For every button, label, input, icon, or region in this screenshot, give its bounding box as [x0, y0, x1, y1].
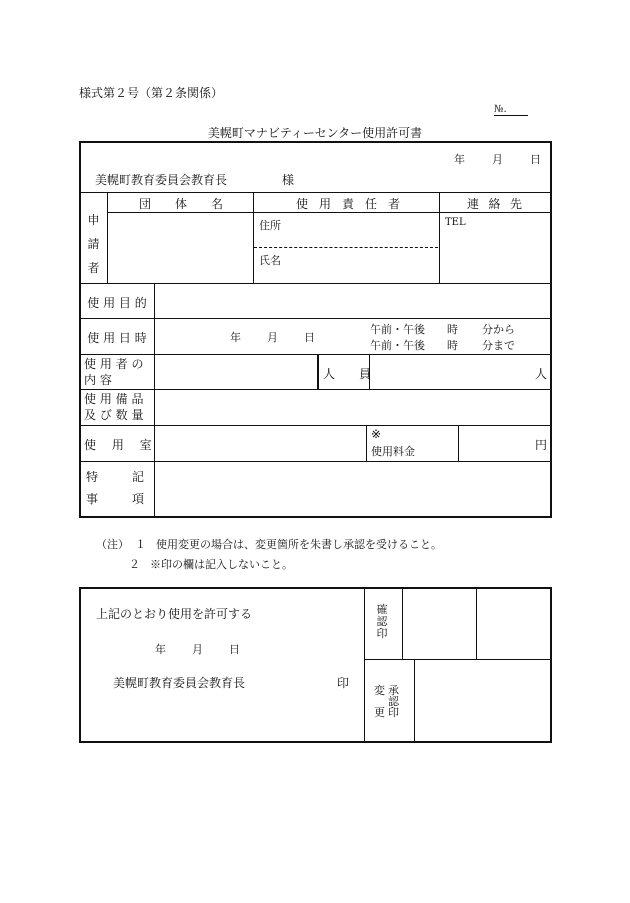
remarks-label: 特 記 事 項: [86, 470, 144, 506]
page-title: 美幌町マナビティーセンター使用許可書: [207, 126, 423, 140]
number-field: №.: [494, 104, 528, 116]
time-from: 午前・午後 時 分から: [370, 323, 515, 336]
room-label: 使 用 室: [84, 438, 152, 452]
addressee: 美幌町教育委員会教育長: [95, 173, 228, 187]
office-use-mark: ※: [371, 427, 382, 441]
approval-date: 年 月 日: [155, 643, 240, 656]
users-label: 使 用 者 の 内 容: [84, 357, 144, 387]
note-2: ２ ※印の欄は記入しないこと。: [129, 558, 293, 571]
confirm-seal-label: 確 認 印: [376, 603, 388, 640]
purpose-label: 使 用 目 的: [87, 296, 147, 310]
approval-statement: 上記のとおり使用を許可する: [96, 607, 253, 621]
address-label: 住所: [259, 219, 281, 232]
equipment-label: 使 用 備 品 及 び 数 量: [84, 392, 144, 422]
approval-signer: 美幌町教育委員会教育長: [113, 676, 246, 690]
date-line: 年 月 日: [454, 153, 541, 166]
time-to: 午前・午後 時 分まで: [370, 339, 515, 352]
name-label: 氏名: [259, 254, 281, 267]
datetime-label: 使 用 日 時: [87, 331, 147, 345]
col-header-contact: 連 絡 先: [467, 197, 522, 211]
usage-date: 年 月 日: [230, 331, 315, 344]
tel-label: TEL: [445, 217, 466, 228]
applicant-label: 申 請 者: [87, 213, 100, 275]
col-header-group: 団 体 名: [139, 197, 223, 211]
col-header-responsible: 使 用 責 任 者: [296, 197, 400, 211]
headcount-label: 人 員: [323, 367, 372, 381]
headcount-unit: 人: [535, 367, 548, 381]
fee-label: 使用料金: [371, 445, 415, 458]
note-1: （注） １ 使用変更の場合は、変更箇所を朱書し承認を受けること。: [96, 538, 442, 551]
approval-seal: 印: [337, 676, 350, 690]
honorific: 様: [282, 173, 295, 187]
fee-unit: 円: [535, 438, 548, 452]
form-number: 様式第２号（第２条関係）: [79, 86, 224, 100]
